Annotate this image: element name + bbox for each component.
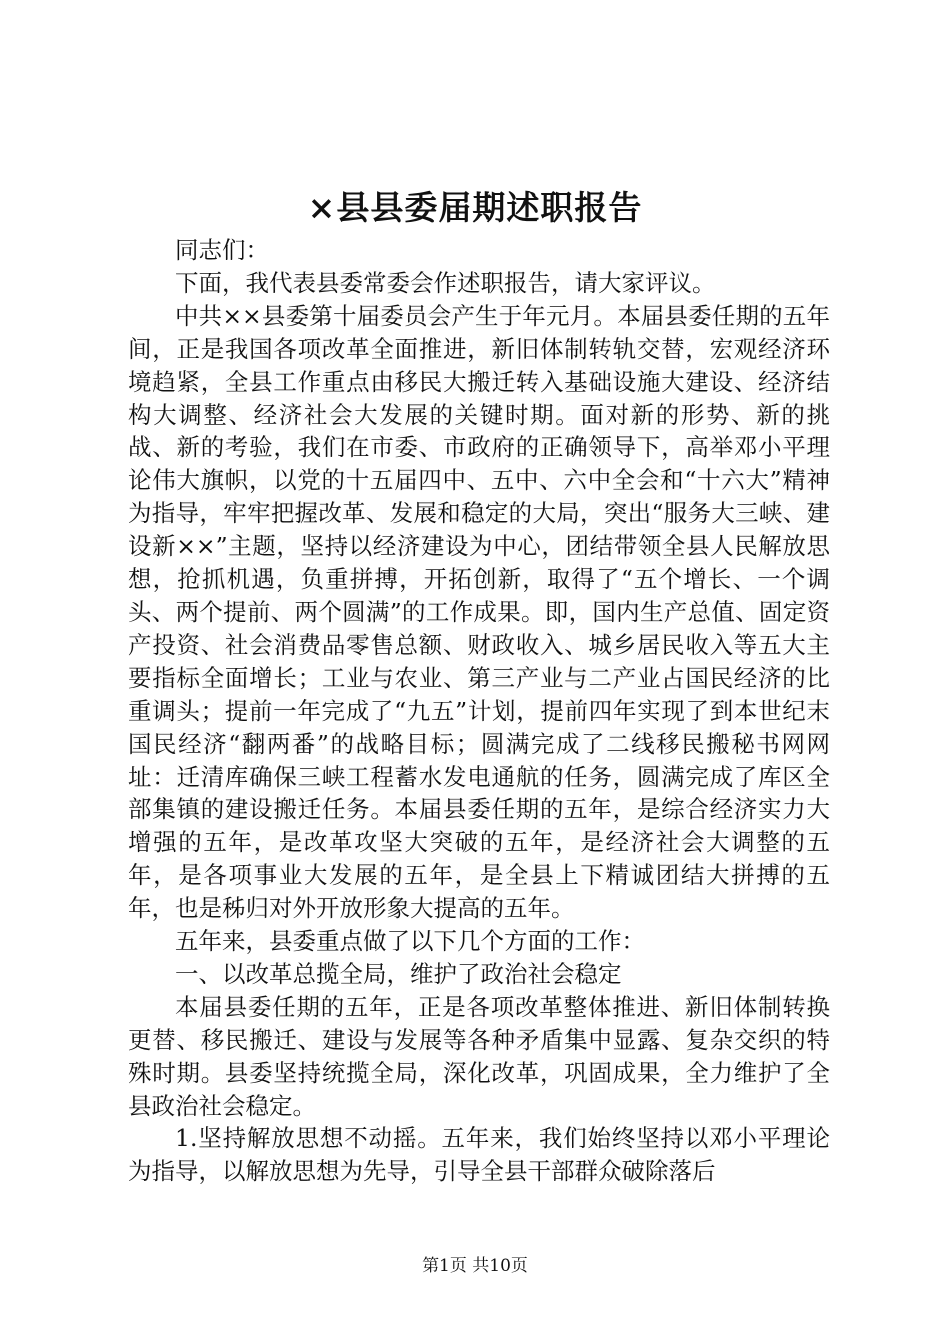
document-title: ×县县委届期述职报告 [307, 188, 643, 227]
summary-paragraph: 中共××县委第十届委员会产生于年元月。本届县委任期的五年间，正是我国各项改革全面推进，新旧体制转轨交替，宏观经济环境趋紧，全县工作重点由移民大搬迁转入基础设施大建设、经济结构大调整、经济社会大发展的关键时期。面对新的形势、新的挑战、新的考验，我们在市委、市政府的正确领导下，高举邓小平理论伟大旗帜，以党的十五届四中、五中、六中全会和“十六大”精神为指导，牢牢把握改革、发展和稳定的大局，突出“服务大三峡、建设新××”主题，坚持以经济建设为中心，团结带领全县人民解放思想，抢抓机遇，负重拼搏，开拓创新，取得了“五个增长、一个调头、两个提前、两个圆满”的工作成果。即，国内生产总值、固定资产投资、社会消费品零售总额、财政收入、城乡居民收入等五大主要指标全面增长；工业与农业、第三产业与二产业占国民经济的比重调头；提前一年完成了“九五”计划，提前四年实现了到本世纪末国民经济“翻两番”的战略目标；圆满完成了二线移民搬秘书网网址：迁清库确保三峡工程蓄水发电通航的任务，圆满完成了库区全部集镇的建设搬迁任务。本届县委任期的五年，是综合经济实力大增强的五年，是改革攻坚大突破的五年，是经济社会大调整的五年，是各项事业大发展的五年，是全县上下精诚团结大拼搏的五年，也是秭归对外开放形象大提高的五年。 [128, 301, 830, 923]
item-1-paragraph: 1.坚持解放思想不动摇。五年来，我们始终坚持以邓小平理论为指导，以解放思想为先导，引导全县干部群众破除落后 [128, 1124, 830, 1186]
page-number-footer: 第1页 共10页 [422, 1256, 528, 1276]
intro-paragraph: 下面，我代表县委常委会作述职报告，请大家评议。 [175, 268, 716, 297]
work-overview-paragraph: 五年来，县委重点做了以下几个方面的工作： [175, 927, 645, 956]
section-1-paragraph: 本届县委任期的五年，正是各项改革整体推进、新旧体制转换更替、移民搬迁、建设与发展等各种矛盾集中显露、复杂交织的特殊时期。县委坚持统揽全局，深化改革，巩固成果，全力维护了全县政治社会稳定。 [128, 992, 830, 1120]
document-body [128, 234, 830, 1188]
greeting-paragraph: 同志们： [175, 236, 269, 264]
section-heading-1: 一、以改革总揽全局，维护了政治社会稳定 [175, 959, 622, 988]
